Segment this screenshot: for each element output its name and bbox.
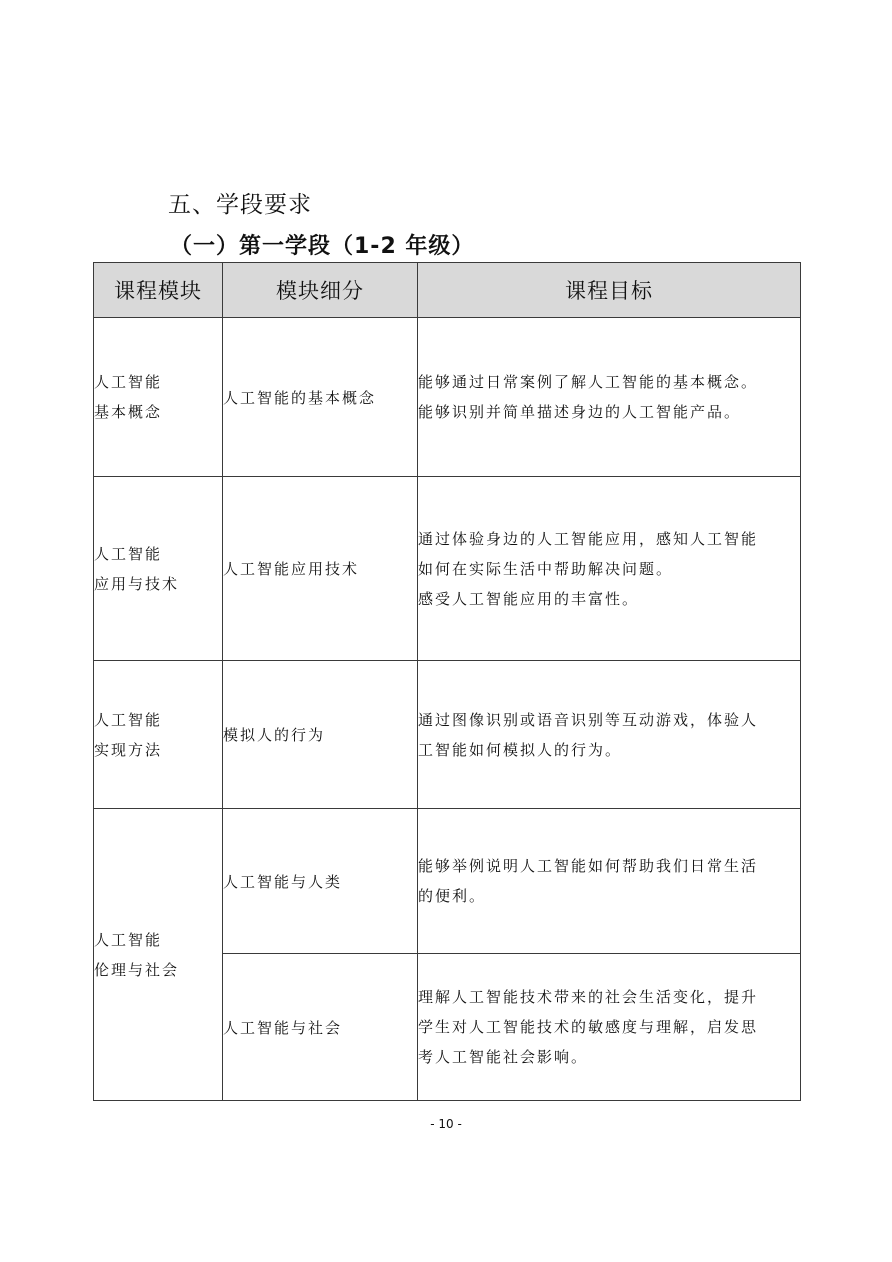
subsection-title: （一）第一学段（1-2 年级）: [170, 234, 475, 259]
module-line: 基本概念: [94, 403, 163, 421]
page-number: - 10 -: [430, 1117, 462, 1131]
module-cell: [94, 318, 223, 477]
goal-line: 感受人工智能应用的丰富性。: [418, 589, 640, 608]
submodule-cell: 人工智能应用技术: [223, 477, 418, 661]
goal-line: 能够通过日常案例了解人工智能的基本概念。: [418, 373, 759, 391]
header-submodule: 模块细分: [223, 263, 418, 318]
module-line: 人工智能: [94, 544, 163, 563]
table-row: [94, 809, 801, 954]
module-cell: [94, 661, 223, 809]
module-line: 人工智能: [94, 373, 163, 391]
goal-line: 的便利。: [418, 887, 487, 905]
module-line: 人工智能: [94, 710, 163, 729]
module-cell: [94, 809, 223, 1101]
table-row: [94, 661, 801, 809]
goal-cell: [418, 954, 801, 1101]
goal-line: 通过体验身边的人工智能应用，感知人工智能: [418, 529, 759, 548]
table-row: [94, 477, 801, 661]
module-line: 人工智能: [94, 930, 163, 949]
submodule-cell: 人工智能的基本概念: [223, 318, 418, 477]
goal-line: 能够举例说明人工智能如何帮助我们日常生活: [418, 857, 759, 875]
section-title: 五、学段要求: [168, 192, 312, 218]
goal-line: 如何在实际生活中帮助解决问题。: [418, 559, 674, 578]
module-line: 实现方法: [94, 740, 163, 759]
submodule-cell: 人工智能与社会: [223, 954, 418, 1101]
table-header-row: [94, 263, 801, 318]
goal-line: 能够识别并简单描述身边的人工智能产品。: [418, 403, 742, 421]
submodule-cell: 模拟人的行为: [223, 661, 418, 809]
header-module: 课程模块: [94, 263, 223, 318]
submodule-cell: 人工智能与人类: [223, 809, 418, 954]
module-line: 伦理与社会: [94, 960, 180, 979]
goal-line: 学生对人工智能技术的敏感度与理解，启发思: [418, 1018, 759, 1036]
table-row: [94, 318, 801, 477]
goal-cell: [418, 809, 801, 954]
module-cell: [94, 477, 223, 661]
goal-line: 通过图像识别或语音识别等互动游戏，体验人: [418, 710, 759, 729]
goal-cell: [418, 318, 801, 477]
module-line: 应用与技术: [94, 574, 180, 593]
goal-line: 工智能如何模拟人的行为。: [418, 740, 623, 759]
goal-line: 理解人工智能技术带来的社会生活变化，提升: [418, 988, 759, 1006]
goal-cell: [418, 477, 801, 661]
goal-line: 考人工智能社会影响。: [418, 1048, 589, 1066]
header-goal: 课程目标: [418, 263, 801, 318]
goal-cell: [418, 661, 801, 809]
requirements-table: [93, 262, 801, 1101]
